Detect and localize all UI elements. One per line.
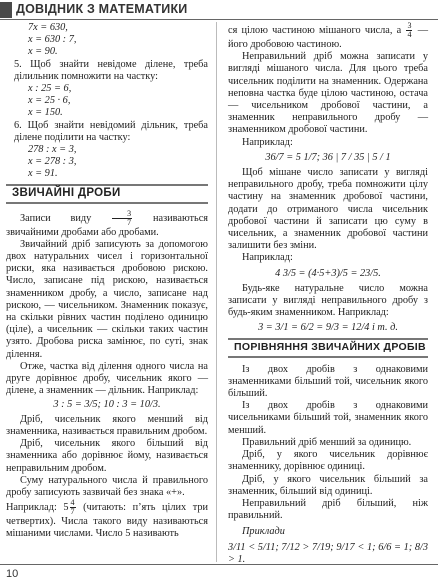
example-formula: 3/11 < 5/11; 7/12 > 7/19; 9/17 < 1; 6/6 = 1; 8/3 > 1. <box>228 541 428 565</box>
calc-line: 7x = 630, <box>28 22 68 33</box>
paragraph: ся цілою частиною мішаного числа, а $\frac{3}{4}$ — його дробовою частиною. <box>228 21 428 50</box>
example-formula: 4 3/5 = (4·5+3)/5 = 23/5. <box>275 267 381 279</box>
calc-line: x : 25 = 6, <box>28 83 72 95</box>
section-heading-bar <box>228 338 428 358</box>
paragraph: Із двох дробів з однаковими чисельниками більший той, знаменник якого менший. <box>228 400 428 436</box>
fraction: $\frac{3}{7}$ <box>112 210 132 227</box>
paragraph: Неправильний дріб можна записати у вигляді мішаного числа. Для цього треба чисельник поділити на знаменник. Одержана неповна частка буде цілою частиною, остача — чисельником дробової частини, а знаменник неправильного дробу — знаменником дробової частини. <box>228 51 428 136</box>
example-formula: 3 = 3/1 = 6/2 = 9/3 = 12/4 і т. д. <box>258 322 398 334</box>
example-label: Наприклад: <box>242 136 293 148</box>
example-formula: 3 : 5 = 3/5; 10 : 3 = 10/3. <box>53 399 161 411</box>
calc-line: x = 91. <box>28 168 58 180</box>
paragraph: Дріб, чисельник якого менший від знаменника, називається правильним дробом. <box>6 413 208 437</box>
page-header <box>0 0 438 22</box>
paragraph: Наприклад: 5 $\frac{4}{7}$ (читають: п’ять цілих три четвертих). Числа такого виду називаються мішаними числами. Число 5 називають <box>6 498 208 540</box>
section-heading-bar <box>6 184 208 204</box>
header-rule <box>0 19 438 20</box>
paragraph: Із двох дробів з однаковими знаменниками більший той, чисельник якого більший. <box>228 363 428 400</box>
paragraph: Будь-яке натуральне число можна записати у вигляді неправильного дробу з будь-яким знаменником. Наприклад: <box>228 282 428 319</box>
paragraph: Звичайний дріб записують за допомогою двох натуральних чисел і горизонтальної риски, яка називається дробовою рискою. Число, записане під рискою, називається знаменником дробу, а число, записане над рискою, — чисельником. Знаменник показує, на скільки рівних частин поділено одиницю (ціле), а чисельник — скільки таких частин узято. Дробова риска замінює, по суті, знак ділення. <box>6 238 208 360</box>
paragraph: Суму натурального числа й правильного дробу записують зазвичай без знака «+». <box>6 474 208 498</box>
fraction: $\frac{3}{4}$ <box>407 21 412 39</box>
calc-line: x = 278 : 3, <box>28 156 77 168</box>
calc-line: x = 630 : 7, <box>28 34 77 46</box>
section-title: ПОРІВНЯННЯ ЗВИЧАЙНИХ ДРОБІВ <box>234 340 426 353</box>
header-tab-mark <box>0 2 12 18</box>
example-formula: 36/7 = 5 1/7; 36 | 7 / 35 | 5 / 1 <box>265 151 391 163</box>
paragraph: Дріб, чисельник якого більший від знаменника або дорівнює йому, називається неправильним дробом. <box>6 438 208 474</box>
section-title: ЗВИЧАЙНІ ДРОБИ <box>12 186 121 199</box>
rule-item-6: 6. Щоб знайти невідомий дільник, треба ділене поділити на частку: <box>14 119 208 143</box>
calc-line: x = 150. <box>28 107 63 119</box>
page-footer <box>0 564 438 584</box>
calc-line: 278 : x = 3, <box>28 144 77 156</box>
paragraph: Щоб мішане число записати у вигляді неправильного дробу, треба помножити цілу частину на знаменник дробової частини, додати до отриманого числа чисельник дробової частини й записати цю суму в чисельник, а знаменник дробової частини залишити без зміни. <box>228 167 428 252</box>
paragraph: Дріб, у якого чисельник більший за знаменник, більший від одиниці. <box>228 473 428 497</box>
calc-line: x = 90. <box>28 46 58 58</box>
paragraph: Дріб, у якого чисельник дорівнює знаменнику, дорівнює одиниці. <box>228 449 428 473</box>
book-title: ДОВІДНИК З МАТЕМАТИКИ <box>16 2 188 16</box>
calc-line: x = 25 · 6, <box>28 95 71 107</box>
examples-title: Приклади <box>242 526 285 538</box>
intro-paragraph: Записи виду $\frac{3}{7}$ називаються звичайними дробами або дробами. <box>6 208 208 238</box>
paragraph: Неправильний дріб більший, ніж правильний. <box>228 497 428 522</box>
fraction: $\frac{4}{7}$ <box>70 498 75 517</box>
rule-item-5: 5. Щоб знайти невідоме ділене, треба ділильник помножити на частку: <box>14 58 208 82</box>
page-number: 10 <box>6 568 19 580</box>
paragraph: Правильний дріб менший за одиницю. <box>242 436 412 448</box>
column-divider <box>216 22 217 562</box>
paragraph: Отже, частка від ділення одного числа на друге дорівнює дробу, чисельник якого — ділене, а знаменник — дільник. Наприклад: <box>6 360 208 397</box>
footer-rule <box>0 564 438 565</box>
left-column <box>6 22 208 541</box>
right-column <box>228 22 428 566</box>
example-label: Наприклад: <box>242 252 293 264</box>
